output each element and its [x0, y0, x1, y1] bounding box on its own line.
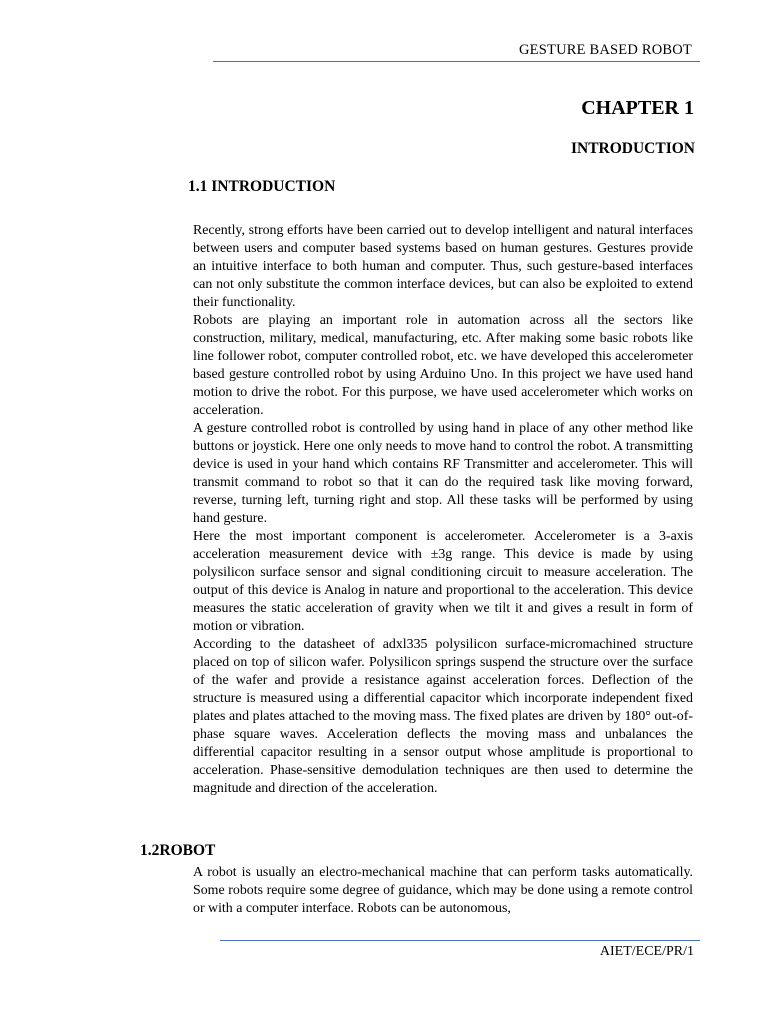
section-body-introduction — [193, 222, 693, 798]
paragraph: Here the most important component is accelerometer. Accelerometer is a 3-axis acceleration measurement device with ±3g range. This device is made by using polysilicon surface sensor and signal conditioning circuit to measure acceleration. The output of this device is Analog in nature and proportional to the acceleration. This device measures the static acceleration of gravity when we tilt it and gives a result in form of motion or vibration. — [193, 529, 693, 634]
paragraph: Recently, strong efforts have been carried out to develop intelligent and natural interfaces between users and computer based systems based on human gestures. Gestures provide an intuitive interface to both human and computer. Thus, such gesture-based interfaces can not only substitute the common interface devices, but can also be exploited to extend their functionality. — [193, 223, 693, 310]
header-rule — [213, 61, 700, 62]
paragraph: A robot is usually an electro-mechanical machine that can perform tasks automatically. Some robots require some degree of guidance, which may be done using a remote control or with a computer interface. Robots can be autonomous, — [193, 865, 693, 916]
section-heading-robot: 1.2ROBOT — [140, 842, 216, 859]
running-header: GESTURE BASED ROBOT — [519, 42, 692, 58]
paragraph: Robots are playing an important role in automation across all the sectors like construction, military, medical, manufacturing, etc. After making some basic robots like line follower robot, computer controlled robot, etc. we have developed this accelerometer based gesture controlled robot by using Arduino Uno. In this project we have used hand motion to drive the robot. For this purpose, we have used accelerometer which works on acceleration. — [193, 313, 693, 418]
section-heading-introduction: 1.1 INTRODUCTION — [188, 178, 336, 195]
chapter-label: CHAPTER 1 — [581, 97, 694, 119]
section-body-robot — [193, 864, 693, 918]
chapter-title: INTRODUCTION — [570, 140, 695, 157]
paragraph: According to the datasheet of adxl335 polysilicon surface-micromachined structure placed on top of silicon wafer. Polysilicon springs suspend the structure over the surface of the wafer and provide a resistance against acceleration forces. Deflection of the structure is measured using a differential capacitor which incorporate independent fixed plates and plates attached to the moving mass. The fixed plates are driven by 180° out-of-phase square waves. Acceleration deflects the moving mass and unbalances the differential capacitor resulting in a sensor output whose amplitude is proportional to acceleration. Phase-sensitive demodulation techniques are then used to determine the magnitude and direction of the acceleration. — [193, 637, 693, 796]
footer-rule — [220, 940, 700, 941]
paragraph: A gesture controlled robot is controlled by using hand in place of any other method like buttons or joystick. Here one only needs to move hand to control the robot. A transmitting device is used in your hand which contains RF Transmitter and accelerometer. This will transmit command to robot so that it can do the required task like moving forward, reverse, turning left, turning right and stop. All these tasks will be performed by using hand gesture. — [193, 421, 693, 526]
page-footer-code: AIET/ECE/PR/1 — [599, 944, 694, 959]
